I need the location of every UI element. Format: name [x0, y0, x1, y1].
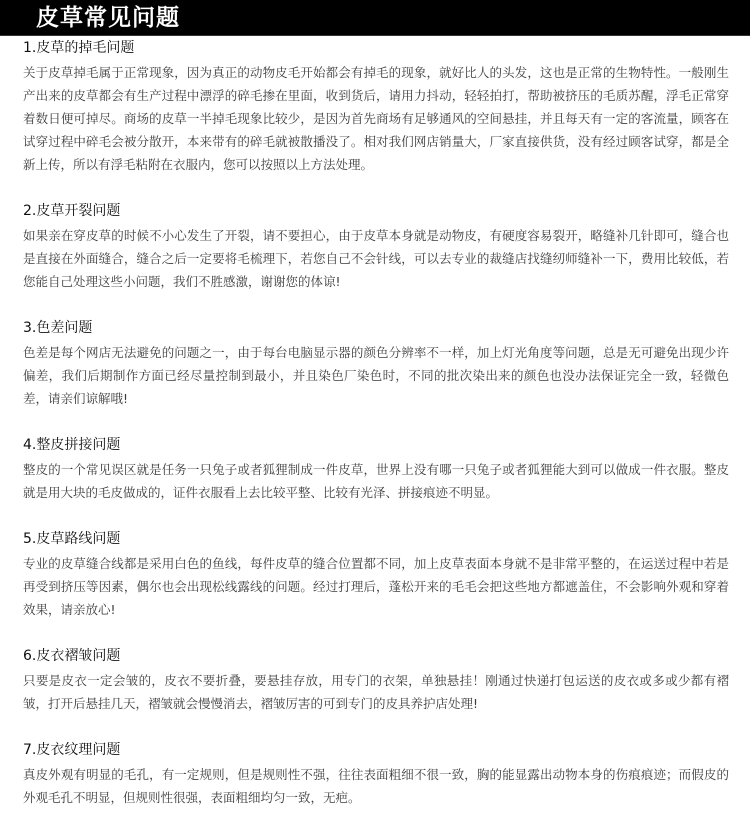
section-title: 2.皮草开裂问题	[23, 203, 121, 219]
faq-section-texture	[23, 741, 729, 809]
section-title: 1.皮草的掉毛问题	[23, 40, 135, 56]
page-title: 皮草常见问题	[36, 5, 180, 31]
section-body: 关于皮草掉毛属于正常现象，因为真正的动物皮毛开始都会有掉毛的现象，就好比人的头发，这也是正常的生物特性。一般刚生产出来的皮草都会有生产过程中漂浮的碎毛掺在里面，收到货后，请用力抖动，轻轻拍打，帮助被挤压的毛质苏醒，浮毛正常穿着数日便可掉尽。商场的皮草一半掉毛现象比较少，是因为首先商场有足够通风的空间悬挂，并且每天有一定的客流量，顾客在试穿过程中碎毛会被分散开，本来带有的碎毛就被散播没了。相对我们网店销量大，厂家直接供货，没有经过顾客试穿，都是全新上传，所以有浮毛粘附在衣服内，您可以按照以上方法处理。	[23, 65, 729, 172]
faq-section-wrinkles	[23, 647, 729, 715]
faq-section-seams	[23, 530, 729, 621]
section-body: 只要是皮衣一定会皱的，皮衣不要折叠，要悬挂存放，用专门的衣架，单独悬挂！刚通过快递打包运送的皮衣或多或少都有褶皱，打开后悬挂几天，褶皱就会慢慢消去，褶皱厉害的可到专门的皮具养护店处理!	[23, 673, 729, 711]
section-title: 5.皮草路线问题	[23, 531, 121, 547]
section-body: 真皮外观有明显的毛孔，有一定规则，但是规则性不强，往往表面粗细不很一致，胸的能显露出动物本身的伤痕痕迹；而假皮的外观毛孔不明显，但规则性很强，表面粗细均匀一致，无疤。	[23, 767, 729, 805]
page-header	[0, 0, 750, 36]
section-body: 专业的皮草缝合线都是采用白色的鱼线，每件皮草的缝合位置都不同，加上皮草表面本身就不是非常平整的，在运送过程中若是再受到挤压等因素，偶尔也会出现松线露线的问题。经过打理后，蓬松开来的毛毛会把这些地方都遮盖住，不会影响外观和穿着效果，请亲放心!	[23, 556, 729, 617]
section-body: 如果亲在穿皮草的时候不小心发生了开裂，请不要担心，由于皮草本身就是动物皮，有硬度容易裂开，略缝补几针即可，缝合也是直接在外面缝合，缝合之后一定要将毛梳理下，若您自己不会针线，可以去专业的裁缝店找缝纫师缝补一下，费用比较低，若您能自己处理这些小问题，我们不胜感激，谢谢您的体谅!	[23, 228, 729, 289]
faq-section-color-difference	[23, 319, 729, 410]
section-title: 6.皮衣褶皱问题	[23, 648, 121, 664]
faq-content	[0, 36, 750, 809]
section-title: 3.色差问题	[23, 320, 93, 336]
section-body: 色差是每个网店无法避免的问题之一，由于每台电脑显示器的颜色分辨率不一样，加上灯光角度等问题，总是无可避免出现少许偏差，我们后期制作方面已经尽量控制到最小，并且染色厂染色时，不同的批次染出来的颜色也没办法保证完全一致，轻微色差，请亲们谅解哦!	[23, 345, 729, 406]
section-title: 7.皮衣纹理问题	[23, 742, 121, 758]
faq-section-cracking	[23, 202, 729, 293]
faq-section-whole-pelt	[23, 436, 729, 504]
header-divider	[0, 35, 750, 36]
faq-section-shedding	[23, 39, 729, 176]
section-title: 4.整皮拼接问题	[23, 437, 121, 453]
section-body: 整皮的一个常见误区就是任务一只兔子或者狐狸制成一件皮草，世界上没有哪一只兔子或者狐狸能大到可以做成一件衣服。整皮就是用大块的毛皮做成的，证件衣服看上去比较平整、比较有光泽、拼接痕迹不明显。	[23, 462, 729, 500]
